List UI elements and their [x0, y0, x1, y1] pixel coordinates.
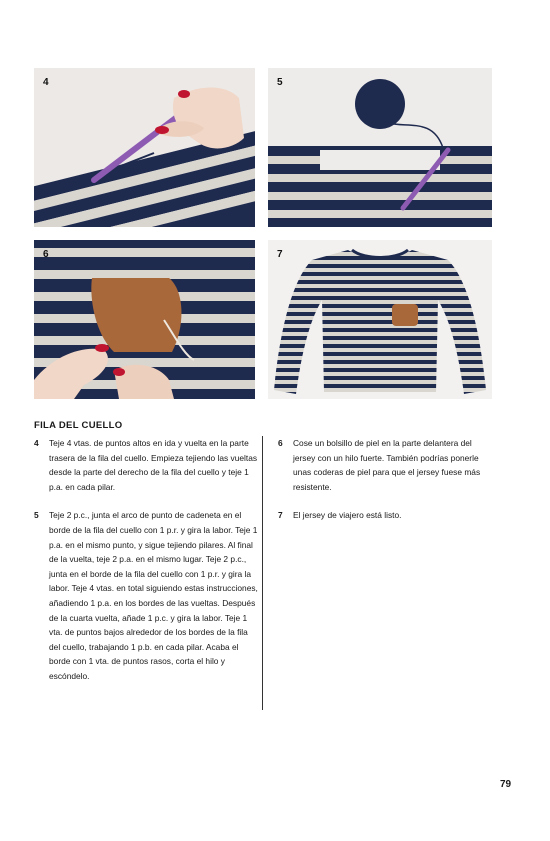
page-number: 79 — [500, 779, 512, 790]
photo-step-5-illustration — [268, 68, 492, 227]
instruction-step — [34, 436, 258, 494]
step-number: 5 — [34, 510, 39, 521]
step-number: 4 — [34, 438, 39, 448]
photo-step-number: 4 — [43, 77, 49, 88]
instruction-step — [34, 508, 258, 683]
step-text: Teje 4 vtas. de puntos altos en ida y vuelta en la parte trasera de la fila del cuello. Empieza tejiendo las vueltas desde la parte del derecho de la fila del cuello y teje 1 p.a. en cada pilar. — [49, 438, 258, 492]
photo-step-number: 6 — [43, 249, 49, 260]
column-divider — [262, 436, 263, 710]
step-number: 7 — [278, 510, 283, 521]
step-text: El jersey de viajero está listo. — [293, 510, 402, 521]
step-text: Cose un bolsillo de piel en la parte delantera del jersey con un hilo fuerte. También podrías ponerle unas coderas de piel para que el jersey fuese más resistente. — [293, 438, 481, 492]
photo-step-4-illustration — [34, 68, 255, 227]
instructions-left-column — [34, 436, 258, 698]
instruction-step — [278, 436, 492, 494]
photo-step-6 — [34, 240, 255, 399]
photo-step-5 — [268, 68, 492, 227]
photo-step-7-illustration — [268, 240, 492, 399]
section-title: FILA DEL CUELLO — [34, 420, 123, 431]
instruction-step — [278, 508, 492, 523]
step-text: Teje 2 p.c., junta el arco de punto de cadeneta en el borde de la fila del cuello con 1 p.r. y gira la labor. Teje 1 p.a. en el mismo punto, y sigue tejiendo pilares. Al final de la vuelta, teje 2 p.a. en el mismo lugar. Teje 2 p.c., junta en el borde de la fila del cuello con 1 p.r. y gira la labor. Teje 4 vtas. en total siguiendo estas instrucciones, añadiendo 1 p.a. en los bordes de las vueltas. Después de la cuarta vuelta, añade 1 p.c. y gira la labor. Teje 1 vta. de puntos bajos alrededor de los bordes de la fila del cuello, trabajando 1 p.b. en cada pilar. Acaba el borde con 1 vta. de puntos rasos, corta el hilo y escóndelo. — [49, 510, 258, 681]
step-number: 6 — [278, 438, 283, 448]
photo-step-number: 7 — [277, 249, 283, 260]
instructions-right-column — [278, 436, 492, 537]
photo-step-number: 5 — [277, 77, 283, 88]
photo-step-7 — [268, 240, 492, 399]
photo-step-4 — [34, 68, 255, 227]
photo-step-6-illustration — [34, 240, 255, 399]
